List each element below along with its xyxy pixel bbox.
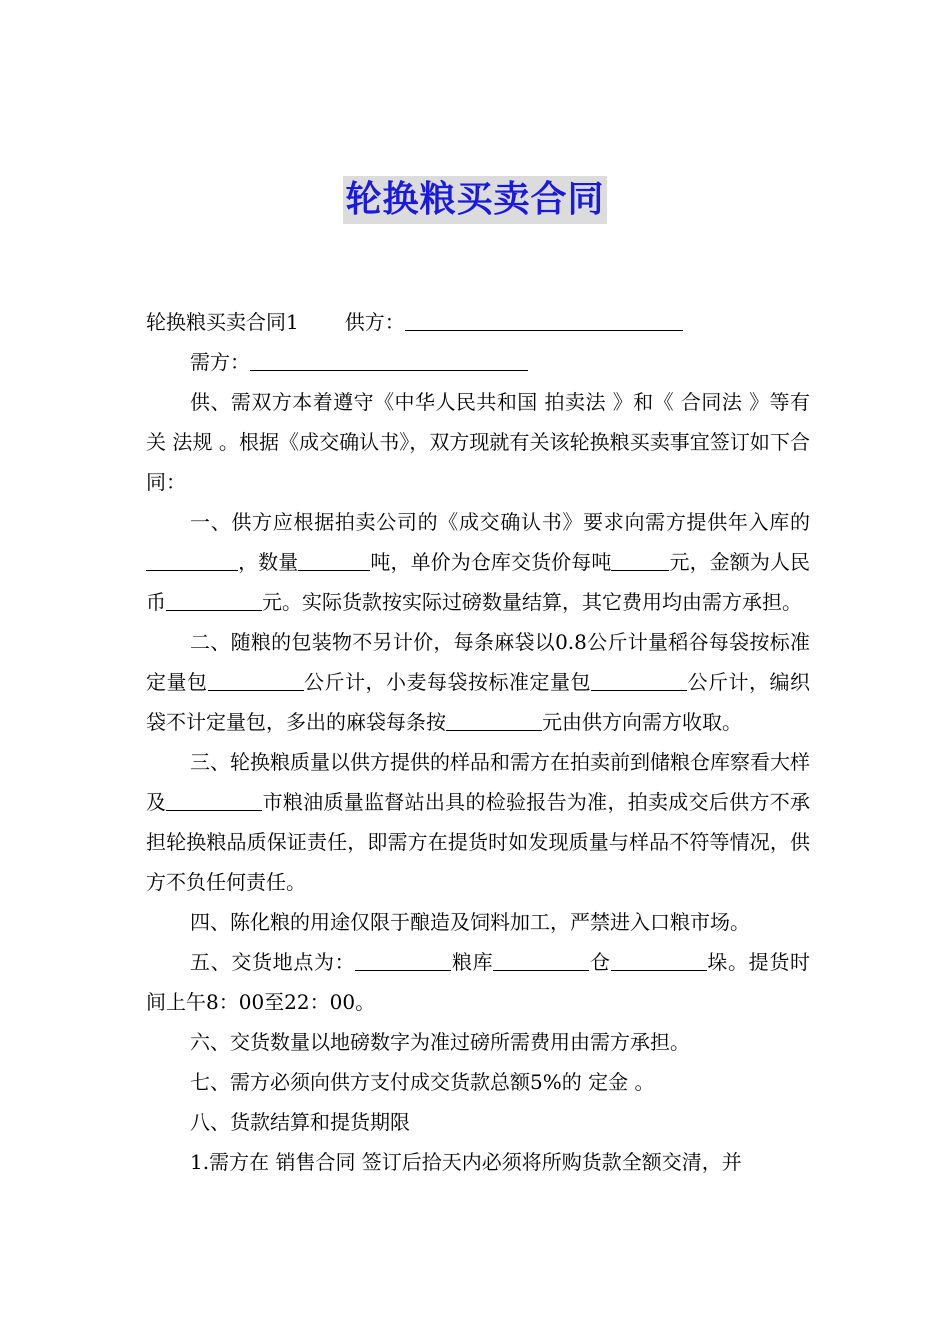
clause-5-text-c: 仓 — [589, 950, 611, 974]
unit-price-blank — [611, 548, 669, 571]
sack-price-blank — [446, 708, 542, 731]
clause-5-text-b: 粮库 — [451, 950, 494, 974]
clause-1 — [146, 502, 810, 622]
document-subtitle: 轮换粮买卖合同1 — [146, 310, 299, 334]
clause-7: 七、需方必须向供方支付成交货款总额5%的 定金 。 — [190, 1070, 655, 1094]
clause-3-text-a: 三、轮换粮质量以供方提供的样品和需方在拍卖前到储粮仓库察看大样及 — [146, 750, 810, 814]
delivery-place-blank — [355, 948, 451, 971]
amount-blank — [166, 588, 262, 611]
buyer-label: 需方： — [190, 350, 250, 374]
supplier-blank — [405, 308, 683, 331]
clause-4: 四、陈化粮的用途仅限于酿造及饲料加工，严禁进入口粮市场。 — [190, 910, 750, 934]
clause-1-text-e: 元。实际货款按实际过磅数量结算，其它费用均由需方承担。 — [262, 590, 802, 614]
granary-blank — [493, 948, 589, 971]
clause-1-text-c: 吨，单价为仓库交货价每吨 — [370, 550, 612, 574]
clause-2-text-b: 公斤计，小麦每袋按标准定量包 — [303, 670, 591, 694]
city-blank — [166, 788, 262, 811]
clause-3 — [146, 742, 810, 902]
document-title: 轮换粮买卖合同 — [343, 176, 606, 224]
intro-paragraph: 供、需双方本着遵守《中华人民共和国 拍卖法 》和《 合同法 》等有关 法规 。根据《成交确认书》，双方现就有关该轮换粮买卖事宜签订如下合同： — [146, 390, 810, 494]
clause-1-text-b: ，数量 — [238, 550, 299, 574]
rice-weight-blank — [208, 668, 304, 691]
clause-5-text-d: 垛。提货时间上午8：00至22：00。 — [146, 950, 811, 1014]
title-container — [0, 176, 950, 224]
supplier-label: 供方： — [344, 310, 405, 334]
party-supplier-line — [146, 302, 810, 342]
clause-2-text-d: 元由供方向需方收取。 — [542, 710, 742, 734]
quantity-blank — [298, 548, 370, 571]
clause-2-text-a: 二、随粮的包装物不另计价，每条麻袋以0.8公斤计量稻谷每袋按标准定量包 — [146, 630, 810, 694]
wheat-weight-blank — [591, 668, 687, 691]
buyer-blank — [250, 348, 528, 371]
clause-8: 八、货款结算和提货期限 — [190, 1110, 410, 1134]
grain-type-blank — [146, 548, 238, 571]
warehouse-blank — [611, 948, 707, 971]
document-body — [146, 302, 810, 1182]
clause-3-text-b: 市粮油质量监督站出具的检验报告为准，拍卖成交后供方不承担轮换粮品质保证责任，即需方在提货时如发现质量与样品不符等情况，供方不负任何责任。 — [146, 790, 811, 894]
clause-1-text-a: 一、供方应根据拍卖公司的《成交确认书》要求向需方提供年入库的 — [190, 510, 810, 534]
clause-2 — [146, 622, 810, 742]
party-buyer-line — [146, 342, 810, 382]
clause-1-text-d: 元，金额为人民币 — [146, 550, 811, 614]
clause-8-1: 1.需方在 销售合同 签订后拾天内必须将所购货款全额交清，并 — [190, 1150, 742, 1174]
clause-6: 六、交货数量以地磅数字为准过磅所需费用由需方承担。 — [190, 1030, 690, 1054]
clause-5 — [146, 942, 810, 1022]
clause-2-text-c: 公斤计，编织袋不计定量包，多出的麻袋每条按 — [146, 670, 810, 734]
clause-5-text-a: 五、交货地点为： — [190, 950, 356, 974]
